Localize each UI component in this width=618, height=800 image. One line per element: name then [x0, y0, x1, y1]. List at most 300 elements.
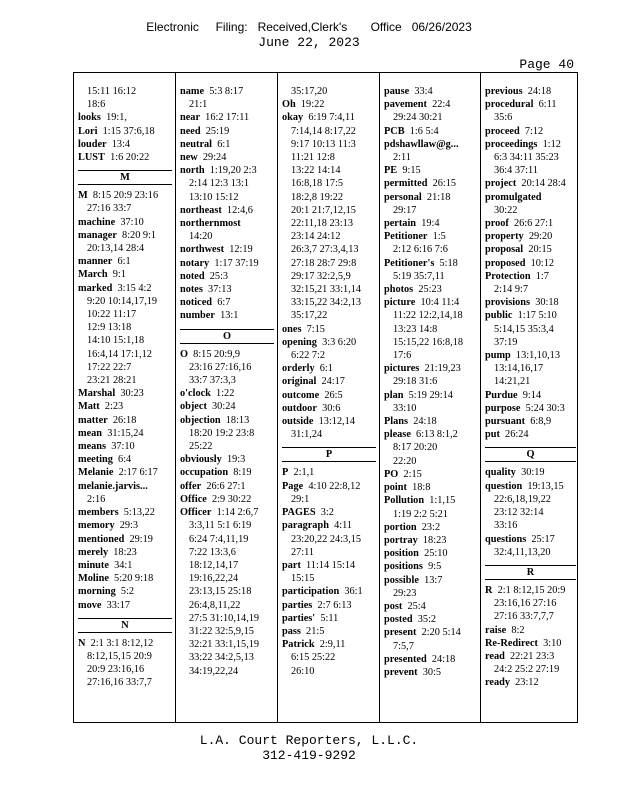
page-line-refs: 1:7 [535, 270, 549, 282]
index-term: marked [78, 282, 113, 294]
index-term: Petitioner [384, 231, 428, 243]
index-term: point [384, 482, 407, 494]
index-term: pause [384, 86, 410, 97]
page-line-refs-continued: 23:12 32:14 [494, 507, 544, 519]
index-term: move [78, 599, 102, 611]
page-line-refs-continued: 2:16 [87, 493, 106, 505]
index-term: outcome [282, 389, 320, 401]
index-term: ready [485, 677, 510, 689]
index-term: LUST [78, 152, 105, 164]
index-entry [384, 560, 477, 573]
page-line-refs-continued: 2:11 [393, 152, 411, 164]
index-term: outside [282, 416, 314, 428]
index-entry [180, 138, 274, 151]
page-line-refs: 3:10 [543, 637, 562, 649]
page-line-refs-continued: 29:17 [393, 204, 417, 216]
page-line-refs-continued: 27:11 [291, 546, 315, 558]
page-line-refs: 3:3 6:20 [322, 336, 357, 348]
index-term: possible [384, 574, 419, 586]
index-term: matter [78, 414, 108, 426]
index-term: orderly [282, 363, 315, 375]
index-entry [384, 428, 477, 441]
index-entry [384, 257, 477, 270]
index-entry [282, 506, 376, 519]
index-entry [78, 533, 172, 546]
index-term: Office [180, 493, 207, 505]
page-line-refs: 5:24 30:3 [525, 402, 565, 414]
index-term: name [180, 86, 205, 97]
page-line-refs: 37:10 [120, 216, 144, 228]
section-letter-heading: O [180, 329, 274, 344]
index-entry [485, 191, 576, 204]
section-letter-heading: R [485, 565, 576, 580]
page-line-refs: 1:5 [432, 231, 446, 243]
index-entry [180, 466, 274, 479]
page-line-refs: 1:17 5:10 [517, 310, 557, 322]
page-line-refs: 9:5 [428, 561, 442, 573]
index-term: present [384, 627, 417, 639]
page-line-refs: 25:4 [407, 600, 426, 612]
index-term: offer [180, 480, 202, 492]
page-line-refs: 1:17 37:19 [214, 257, 259, 269]
page-line-refs-continued: 13:23 14:8 [393, 323, 438, 335]
page-line-refs: 2:20 5:14 [421, 627, 461, 639]
page-line-refs-continued: 30:22 [494, 204, 518, 216]
index-entry [180, 111, 274, 124]
page-line-refs-continued: 32:21 33:1,15,19 [189, 639, 260, 651]
page-line-refs-continued: 5:14,15 35:3,4 [494, 323, 554, 335]
page-line-refs-continued: 23:16,16 27:16 [494, 598, 557, 610]
index-entry [78, 440, 172, 453]
page-line-refs-continued: 8:12,15,15 20:9 [87, 650, 152, 662]
page-line-refs-continued: 23:16 27:16,16 [189, 361, 252, 373]
page-line-refs: 2:7 6:13 [317, 599, 352, 611]
index-entry [485, 177, 576, 190]
index-entry [485, 257, 576, 270]
page-line-refs: 26:6 27:1 [206, 480, 246, 492]
index-entry [180, 387, 274, 400]
index-entry [282, 599, 376, 612]
index-term: Purdue [485, 389, 518, 401]
page-line-refs-continued: 14:20 [189, 231, 213, 243]
index-term: north [180, 165, 205, 177]
index-term: read [485, 650, 505, 662]
index-entry [485, 85, 576, 98]
filing-stamp: Electronic Filing: Received,Clerk's Office 06/26/2023 [146, 20, 472, 34]
index-entry [384, 666, 477, 679]
index-entry [180, 204, 274, 217]
page-line-refs-continued: 9:20 10:14,17,19 [87, 295, 158, 307]
index-entry [384, 653, 477, 666]
index-entry [78, 189, 172, 202]
index-entry [485, 243, 576, 256]
page-line-refs: 35:2 [417, 614, 437, 626]
index-term: merely [78, 546, 109, 558]
index-term: portray [384, 534, 418, 546]
page-line-refs: 36:1 [344, 586, 363, 598]
index-term: purpose [485, 402, 521, 414]
page-line-refs-continued: 11:21 12:8 [291, 152, 335, 164]
index-entry [180, 164, 274, 177]
index-term: public [485, 310, 513, 322]
index-entry [78, 229, 172, 242]
index-entry [282, 480, 376, 493]
index-entry [282, 519, 376, 532]
index-term: Plans [384, 416, 409, 428]
index-entry [78, 546, 172, 559]
page-line-refs-continued: 29:24 30:21 [393, 112, 443, 124]
index-entry [78, 414, 172, 427]
index-term: pass [282, 625, 301, 637]
page-line-refs-continued: 26:3,7 27:3,4,13 [291, 244, 359, 256]
index-entry [78, 111, 172, 124]
page-line-refs-continued: 26:4,8,11,22 [189, 599, 241, 611]
index-term: P [282, 467, 289, 479]
index-entry [78, 268, 172, 281]
index-term: manager [78, 229, 117, 241]
index-entry [282, 389, 376, 402]
page-line-refs: 8:20 9:1 [122, 229, 157, 241]
index-term: Pollution [384, 495, 425, 507]
index-entry [282, 415, 376, 428]
page-line-refs-continued: 7:14,14 8:17,22 [291, 125, 356, 137]
index-term: promulgated [485, 191, 542, 203]
page-line-refs-continued: 20:9 23:16,16 [87, 664, 145, 676]
index-entry [384, 494, 477, 507]
index-term: PAGES [282, 507, 316, 519]
index-term: part [282, 559, 301, 571]
page-line-refs: 12:4,6 [226, 204, 253, 216]
index-term: project [485, 178, 517, 190]
page-line-refs-continued: 33:10 [393, 402, 417, 414]
page-line-refs-continued: 5:19 35:7,11 [393, 270, 445, 282]
page-line-refs-continued: 16:4,14 17:1,12 [87, 348, 152, 360]
page-line-refs-continued: 35:17,22 [291, 310, 328, 322]
page-line-refs: 19:22 [300, 99, 325, 111]
word-index-table [73, 72, 578, 723]
page-line-refs: 2:17 6:17 [118, 467, 158, 479]
page-line-refs: 6:8,9 [530, 416, 552, 428]
page-line-refs-continued: 29:1 [291, 493, 310, 505]
index-entry [180, 217, 274, 230]
page-line-refs-continued: 23:14 24:12 [291, 231, 341, 243]
document-date: June 22, 2023 [258, 35, 360, 50]
index-term: portion [384, 521, 417, 533]
page-line-refs-continued: 22:6,18,19,22 [494, 493, 551, 505]
index-term: pdshawllaw@g... [384, 138, 459, 150]
index-entry [384, 191, 477, 204]
index-term: pertain [384, 218, 417, 230]
index-entry [485, 230, 576, 243]
page-line-refs: 8:15 20:9,9 [193, 348, 241, 360]
page-line-refs: 2:1,1 [293, 467, 315, 479]
index-entry [485, 650, 576, 663]
index-term: questions [485, 533, 527, 545]
index-entry [78, 282, 172, 295]
page-line-refs-continued: 16:8,18 17:5 [291, 178, 344, 190]
index-term: Lori [78, 125, 98, 137]
index-entry [384, 138, 477, 151]
index-term: prevent [384, 666, 418, 678]
index-term: parties' [282, 612, 316, 624]
page-line-refs: 9:1 [112, 269, 126, 281]
index-entry [384, 217, 477, 230]
index-entry [78, 599, 172, 612]
index-entry [485, 637, 576, 650]
page-line-refs: 30:23 [120, 388, 144, 400]
index-term: Moline [78, 573, 109, 585]
page-line-refs-continued: 2:14 9:7 [494, 284, 529, 296]
index-term: Melanie [78, 467, 114, 479]
page-line-refs: 22:4 [432, 99, 451, 111]
index-term: o'clock [180, 388, 211, 400]
page-line-refs: 5:18 [439, 257, 458, 269]
page-line-refs: 19:3 [226, 454, 246, 466]
reporter-phone: 312-419-9292 [262, 748, 356, 763]
index-entry [180, 309, 274, 322]
page-line-refs-continued: 33:16 [494, 520, 518, 532]
page-line-refs: 5:3 8:17 [209, 86, 244, 97]
page-line-refs-continued: 9:17 10:13 11:3 [291, 138, 356, 150]
page-line-refs: 19:1, [106, 112, 127, 124]
page-line-refs-continued: 27:16,16 33:7,7 [87, 677, 152, 689]
page-line-refs: 18:23 [113, 546, 137, 558]
index-term: memory [78, 520, 115, 532]
index-entry [180, 125, 274, 138]
page-line-refs: 2:15 [403, 468, 422, 480]
index-entry [282, 362, 376, 375]
page-line-refs-continued: 20:13,14 28:4 [87, 243, 145, 255]
page-line-refs: 19:13,15 [527, 480, 564, 492]
page-line-refs: 7:12 [524, 125, 544, 137]
index-term: northeast [180, 204, 222, 216]
index-term: Protection [485, 270, 531, 282]
page-line-refs: 29:3 [119, 520, 139, 532]
page-line-refs-continued: 7:22 13:3,6 [189, 546, 236, 558]
page-line-refs-continued: 12:9 13:18 [87, 322, 132, 334]
page-line-refs: 29:19 [129, 533, 153, 545]
page-line-refs-continued: 33:7 37:3,3 [189, 375, 236, 387]
index-entry [485, 480, 576, 493]
index-entry [384, 547, 477, 560]
page-line-refs: 23:2 [421, 521, 441, 533]
page-line-refs-continued: 32:4,11,13,20 [494, 546, 551, 558]
page-line-refs-continued: 17:6 [393, 350, 412, 362]
page-line-refs-continued: 27:16 33:7,7,7 [494, 611, 554, 623]
index-entry [282, 98, 376, 111]
index-term: Re-Redirect [485, 637, 538, 649]
index-entry [180, 348, 274, 361]
index-term: PCB [384, 125, 405, 137]
index-term: noted [180, 270, 205, 282]
page-line-refs-continued: 33:15,22 34:2,13 [291, 297, 362, 309]
index-entry [78, 216, 172, 229]
index-term: personal [384, 191, 422, 203]
index-term: machine [78, 216, 116, 228]
page-line-refs-continued: 14:10 15:1,18 [87, 335, 145, 347]
index-term: members [78, 507, 119, 519]
page-line-refs-continued: 2:12 6:16 7:6 [393, 244, 448, 256]
index-entry [384, 177, 477, 190]
index-term: opening [282, 336, 317, 348]
page-line-refs-continued: 18:2,8 19:22 [291, 191, 344, 203]
index-entry [485, 309, 576, 322]
index-term: Patrick [282, 639, 315, 651]
index-entry [282, 559, 376, 572]
index-entry [384, 296, 477, 309]
page-line-refs: 24:17 [321, 376, 345, 388]
index-entry [180, 414, 274, 427]
index-entry [384, 521, 477, 534]
index-term: outdoor [282, 402, 317, 414]
index-entry [384, 230, 477, 243]
page-line-refs: 10:12 [530, 257, 555, 269]
index-entry [485, 466, 576, 479]
index-term: put [485, 429, 500, 441]
page-line-refs: 18:13 [225, 414, 250, 426]
page-line-refs: 25:10 [424, 548, 448, 560]
index-entry [384, 164, 477, 177]
page-line-refs-continued: 25:22 [189, 441, 213, 453]
page-line-refs-continued: 7:5,7 [393, 640, 414, 652]
page-line-refs: 9:14 [522, 389, 542, 401]
page-line-refs-continued: 33:22 34:2,5,13 [189, 652, 254, 664]
page-line-refs: 26:18 [112, 414, 137, 426]
index-entry [78, 637, 172, 650]
page-line-refs-continued: 15:15 [291, 573, 315, 585]
index-entry [384, 362, 477, 375]
page-line-refs-continued: 34:19,22,24 [189, 665, 239, 677]
index-term: paragraph [282, 520, 329, 532]
page-line-refs: 5:19 29:14 [408, 389, 453, 401]
page-line-refs: 2:1 3:1 8:12,12 [90, 637, 154, 649]
index-term: provisions [485, 297, 531, 309]
page-line-refs-continued: 35:6 [494, 112, 513, 124]
page-line-refs-continued: 2:14 12:3 13:1 [189, 178, 250, 190]
index-term: post [384, 600, 403, 612]
index-term: proof [485, 218, 509, 230]
page-line-refs: 5:13,22 [123, 507, 155, 519]
index-entry [282, 638, 376, 651]
page-line-refs: 25:19 [205, 125, 230, 137]
index-entry [78, 453, 172, 466]
index-entry [282, 336, 376, 349]
page-line-refs-continued: 20:1 21:7,12,15 [291, 204, 356, 216]
page-line-refs-continued: 31:22 32:5,9,15 [189, 625, 254, 637]
index-entry [384, 415, 477, 428]
page-line-refs: 16:2 17:11 [205, 112, 250, 124]
page-line-refs-continued: 6:22 7:2 [291, 350, 326, 362]
page-line-refs: 4:10 22:8,12 [308, 480, 361, 492]
page-line-refs-continued: 29:23 [393, 587, 417, 599]
page-line-refs-continued: 35:17,20 [291, 86, 328, 97]
index-term: positions [384, 561, 423, 573]
section-letter-heading: M [78, 170, 172, 185]
index-term: neutral [180, 138, 213, 150]
index-entry [78, 138, 172, 151]
page-line-refs: 30:6 [322, 402, 341, 414]
page-line-refs: 1:1,15 [429, 495, 456, 507]
page-line-refs: 8:15 20:9 23:16 [92, 190, 159, 202]
index-term: R [485, 584, 493, 596]
index-term: Officer [180, 507, 212, 519]
page-line-refs: 7:15 [306, 323, 325, 335]
page-line-refs: 1:6 20:22 [110, 152, 150, 164]
index-entry [282, 466, 376, 479]
index-entry [485, 270, 576, 283]
page-line-refs-continued: 6:24 7:4,11,19 [189, 533, 249, 545]
page-line-refs: 31:15,24 [107, 427, 144, 439]
index-term: N [78, 637, 86, 649]
page-line-refs: 1:12 [542, 138, 561, 150]
index-entry [180, 506, 274, 519]
index-entry [180, 480, 274, 493]
page-line-refs-continued: 36:4 37:11 [494, 165, 538, 177]
index-term: proceed [485, 125, 520, 137]
index-term: meeting [78, 454, 113, 466]
index-entry [282, 323, 376, 336]
index-term: posted [384, 614, 413, 626]
index-entry [180, 85, 274, 98]
page-line-refs: 11:14 15:14 [306, 559, 356, 571]
page-line-refs: 19:4 [421, 218, 440, 230]
page-line-refs-continued: 21:1 [189, 99, 208, 111]
index-term: northernmost [180, 218, 241, 230]
page-line-refs: 3:15 4:2 [117, 282, 152, 294]
index-term: louder [78, 138, 107, 150]
index-entry [384, 468, 477, 481]
index-term: minute [78, 559, 109, 571]
index-entry [180, 151, 274, 164]
index-entry [485, 584, 576, 597]
index-entry [485, 624, 576, 637]
page-line-refs-continued: 26:10 [291, 665, 315, 677]
index-entry [384, 389, 477, 402]
index-term: okay [282, 112, 304, 124]
index-column-5 [480, 73, 579, 722]
page-line-refs: 12:19 [229, 244, 253, 256]
index-term: procedural [485, 99, 534, 111]
page-line-refs-continued: 29:18 31:6 [393, 376, 438, 388]
page-line-refs: 21:18 [426, 191, 451, 203]
index-term: proposed [485, 257, 526, 269]
index-entry [78, 519, 172, 532]
page-line-refs: 29:24 [202, 152, 227, 164]
page-line-refs-continued: 37:19 [494, 336, 518, 348]
page-line-refs-continued: 23:20,22 24:3,15 [291, 533, 362, 545]
index-entry [78, 585, 172, 598]
page-line-refs-continued: 13:14,16,17 [494, 363, 544, 375]
page-line-refs: 33:17 [106, 599, 131, 611]
index-entry [78, 125, 172, 138]
page-line-refs: 20:14 28:4 [521, 178, 566, 190]
index-term: notary [180, 257, 210, 269]
index-entry [485, 125, 576, 138]
index-entry [384, 283, 477, 296]
page-line-refs: 5:11 [320, 612, 339, 624]
page-line-refs: 24:18 [527, 86, 552, 97]
index-entry [78, 506, 172, 519]
index-entry [78, 466, 172, 479]
page-line-refs: 25:17 [531, 533, 555, 545]
page-line-refs: 2:1 8:12,15 20:9 [497, 584, 566, 596]
page-line-refs-continued: 6:15 25:22 [291, 652, 336, 664]
index-entry [384, 600, 477, 613]
section-letter-heading: N [78, 618, 172, 633]
index-term: looks [78, 112, 101, 124]
index-term: M [78, 190, 88, 202]
page-line-refs: 1:6 5:4 [409, 125, 439, 137]
